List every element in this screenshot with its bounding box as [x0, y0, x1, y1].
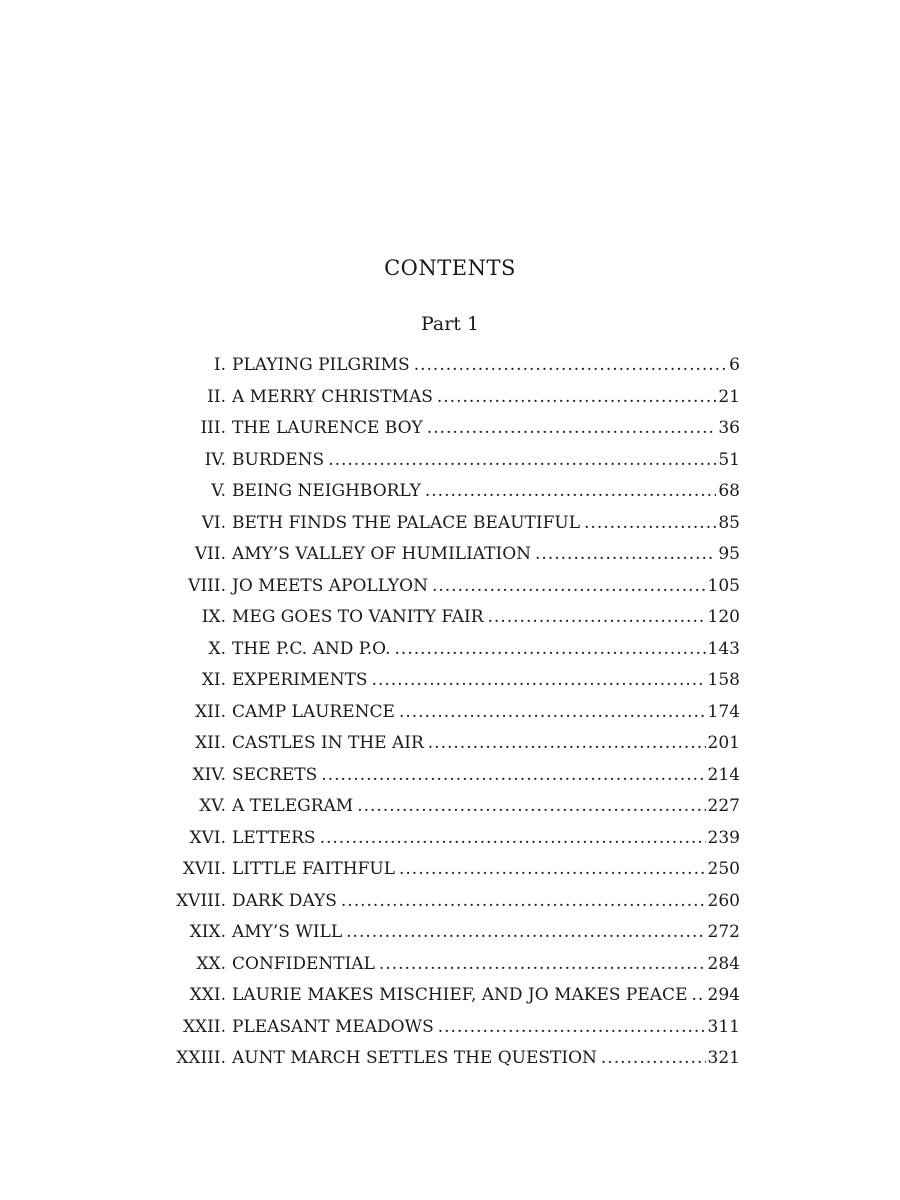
toc-entry: [170, 508, 740, 540]
chapter-number: XII.: [195, 701, 226, 722]
page-number: 250: [707, 859, 740, 879]
page-number: 36: [718, 418, 740, 438]
chapter-title: PLEASANT MEADOWS: [232, 1016, 434, 1037]
dot-leader: [488, 602, 706, 634]
chapter-number: IX.: [201, 607, 226, 627]
page-number: 201: [707, 733, 740, 753]
contents-heading: CONTENTS: [384, 256, 516, 280]
chapter-title: THE P.C. AND P.O.: [232, 638, 391, 659]
page-number: 21: [718, 386, 740, 407]
chapter-number: III.: [200, 418, 226, 438]
chapter-title: CONFIDENTIAL: [232, 953, 375, 974]
toc-entry: [170, 1012, 740, 1044]
chapter-title: EXPERIMENTS: [232, 670, 368, 690]
dot-leader: [691, 980, 705, 1012]
page-number: 68: [718, 481, 740, 501]
page-number: 105: [707, 575, 740, 596]
chapter-title: LETTERS: [232, 827, 316, 848]
chapter-number: XXII.: [182, 1016, 226, 1037]
toc-entry: [170, 445, 740, 477]
toc-entry: [170, 665, 740, 697]
toc-entry: [170, 917, 740, 949]
page-number: 294: [707, 985, 740, 1005]
chapter-number: XVII.: [182, 859, 226, 879]
chapter-title: SECRETS: [232, 764, 318, 785]
dot-leader: [601, 1043, 706, 1075]
dot-leader: [428, 728, 706, 760]
dot-leader: [372, 665, 706, 697]
dot-leader: [584, 508, 716, 540]
chapter-number: IV.: [204, 449, 226, 470]
dot-leader: [320, 823, 706, 855]
toc-entry: [170, 697, 740, 729]
toc-entry: [170, 539, 740, 571]
dot-leader: [427, 413, 717, 445]
chapter-title: LITTLE FAITHFUL: [232, 859, 395, 879]
chapter-title: PLAYING PILGRIMS: [232, 355, 410, 375]
page-number: 272: [707, 922, 740, 942]
toc-entry: [170, 476, 740, 508]
toc-entry: [170, 602, 740, 634]
toc-entry: [170, 634, 740, 666]
chapter-title: AMY’S VALLEY OF HUMILIATION: [232, 544, 532, 564]
toc-entry: [170, 728, 740, 760]
chapter-number: V.: [211, 481, 226, 501]
dot-leader: [535, 539, 716, 571]
chapter-number: VI.: [201, 512, 226, 533]
page-number: 143: [707, 638, 740, 659]
toc-entry: [170, 571, 740, 603]
chapter-title: BETH FINDS THE PALACE BEAUTIFUL: [232, 512, 581, 533]
part-heading: Part 1: [420, 313, 480, 335]
dot-leader: [399, 697, 706, 729]
chapter-number: XI.: [201, 670, 226, 690]
dot-leader: [437, 382, 716, 414]
chapter-number: VIII.: [188, 575, 226, 596]
chapter-number: XIV.: [192, 764, 226, 785]
toc-entry: [170, 980, 740, 1012]
chapter-number: I.: [213, 355, 226, 375]
page-number: 239: [707, 827, 740, 848]
toc-entry: [170, 854, 740, 886]
toc-entry: [170, 791, 740, 823]
chapter-number: XX.: [196, 953, 226, 974]
toc-entry: [170, 382, 740, 414]
chapter-title: AMY’S WILL: [232, 922, 343, 942]
chapter-title: BURDENS: [232, 449, 325, 470]
dot-leader: [395, 634, 706, 666]
chapter-number: X.: [208, 638, 226, 659]
chapter-number: XVI.: [189, 827, 226, 848]
toc-entry: [170, 413, 740, 445]
page-number: 85: [718, 512, 740, 533]
chapter-title: DARK DAYS: [232, 890, 337, 911]
chapter-title: THE LAURENCE BOY: [232, 418, 423, 438]
chapter-title: LAURIE MAKES MISCHIEF, AND JO MAKES PEACE: [232, 985, 688, 1005]
toc-entry: [170, 760, 740, 792]
dot-leader: [328, 445, 716, 477]
dot-leader: [399, 854, 706, 886]
chapter-title: BEING NEIGHBORLY: [232, 481, 421, 501]
chapter-title: AUNT MARCH SETTLES THE QUESTION: [232, 1048, 597, 1068]
chapter-number: XVIII.: [176, 890, 226, 911]
chapter-number: XXI.: [189, 985, 226, 1005]
dot-leader: [425, 476, 717, 508]
dot-leader: [346, 917, 705, 949]
dot-leader: [321, 760, 705, 792]
page-number: 214: [707, 764, 740, 785]
chapter-title: A TELEGRAM: [232, 796, 354, 816]
dot-leader: [379, 949, 706, 981]
toc-entry: [170, 949, 740, 981]
dot-leader: [438, 1012, 706, 1044]
page-number: 120: [707, 607, 740, 627]
chapter-number: XXIII.: [176, 1048, 226, 1068]
chapter-title: A MERRY CHRISTMAS: [232, 386, 433, 407]
chapter-number: II.: [207, 386, 226, 407]
page-number: 311: [707, 1016, 740, 1037]
chapter-title: MEG GOES TO VANITY FAIR: [232, 607, 484, 627]
table-of-contents: [170, 350, 740, 1075]
page-number: 284: [707, 953, 740, 974]
page-number: 260: [707, 890, 740, 911]
chapter-title: JO MEETS APOLLYON: [232, 575, 428, 596]
chapter-number: XII.: [195, 733, 226, 753]
dot-leader: [341, 886, 706, 918]
chapter-title: CAMP LAURENCE: [232, 701, 395, 722]
toc-entry: [170, 1043, 740, 1075]
page-number: 51: [718, 449, 740, 470]
page-number: 158: [707, 670, 740, 690]
dot-leader: [414, 350, 727, 382]
dot-leader: [432, 571, 706, 603]
toc-entry: [170, 350, 740, 382]
toc-entry: [170, 886, 740, 918]
chapter-number: VII.: [194, 544, 226, 564]
chapter-number: XV.: [199, 796, 226, 816]
dot-leader: [357, 791, 705, 823]
page-number: 95: [718, 544, 740, 564]
chapter-number: XIX.: [189, 922, 226, 942]
page-number: 321: [707, 1048, 740, 1068]
page-number: 174: [707, 701, 740, 722]
page-number: 227: [707, 796, 740, 816]
toc-entry: [170, 823, 740, 855]
chapter-title: CASTLES IN THE AIR: [232, 733, 424, 753]
page-number: 6: [729, 355, 740, 375]
